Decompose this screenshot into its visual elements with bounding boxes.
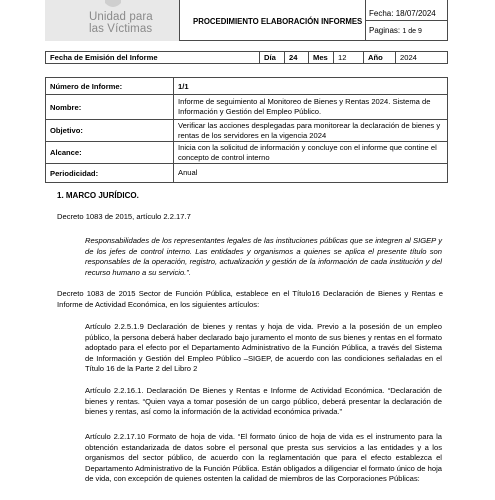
info-value: Anual [178,168,198,178]
logo-line-2: las Víctimas [89,23,153,35]
info-row [46,164,447,182]
logo-line-1: Unidad para [89,11,153,23]
quote-paragraph: Responsabilidades de los representantes legales de las instituciones públicas que se integren al SIGEP y de los jefes de control interno. Las entidades y organismos a quienes se aplica el presente título son responsables de la operación, registro, actualización y gestión de la información de cada institución y del recurso humano a su servicio.”. [85,236,442,277]
info-label: Número de Informe: [46,78,174,94]
paginas-value: 1 de 9 [402,28,422,35]
info-value: 1/1 [178,81,189,91]
info-value: Verificar las acciones desplegadas para monitorear la declaración de bienes y rentas de los servidores en la vigencia 2024 [178,120,441,140]
paginas-field [369,26,422,37]
info-label: Alcance: [46,142,174,163]
info-value: Inicia con la solicitud de información y concluye con el informe que contine el concepto de control interno [178,142,437,162]
shield-logo-icon [103,0,123,10]
anio-value: 2024 [400,52,417,62]
info-table [45,77,448,183]
fecha-label: Fecha: [369,9,394,18]
document-title: PROCEDIMIENTO ELABORACIÓN INFORMES [193,17,363,26]
mes-label: Mes [309,52,334,63]
anio-label: Año [364,52,396,63]
dia-label: Día [260,52,285,63]
fecha-field [369,9,436,19]
header-divider-h [365,20,448,21]
info-label: Nombre: [46,95,174,119]
header-logo [45,0,179,41]
article-paragraph: Artículo 2.2.17.10 Formato de hoja de vida. “El formato único de hoja de vida es el instrumento para la obtención estandarizada de datos sobre el personal que presta sus servicios a las entidades y a los organismos del sector público, de acuerdo con la reglamentación que para el efecto establezca el Departamento Administrativo de la Función Pública. Están obligados a diligenciar el formato único de hoja de vida, con excepción de quienes ostenten la calidad de miembros de las Corporaciones Públicas: [85,432,442,484]
section-title: 1. MARCO JURÍDICO. [57,191,139,200]
info-row [46,142,447,164]
info-label: Objetivo: [46,120,174,141]
info-row [46,120,447,142]
decreto-line: Decreto 1083 de 2015, artículo 2.2.17.7 [57,212,191,221]
dia-value: 24 [285,52,309,63]
emision-row [45,51,448,64]
fecha-value: 18/07/2024 [395,9,436,18]
emision-label: Fecha de Emisión del Informe [46,52,260,63]
mes-value: 12 [334,52,364,63]
article-paragraph: Artículo 2.2.5.1.9 Declaración de bienes y rentas y hoja de vida. Previo a la posesión de un empleo público, la persona deberá haber declarado bajo juramento el monto de sus bienes y rentas en el formato adoptado para el efecto por el Departamento Administrativo de la Función Pública, a través del Sistema de Información y Gestión del Empleo Público –SIGEP, de acuerdo con las condiciones señaladas en el Título 16 de la Parte 2 del Libro 2 [85,322,442,374]
info-row [46,95,447,120]
info-label: Periodicidad: [46,164,174,182]
info-value: Informe de seguimiento al Monitoreo de Bienes y Rentas 2024. Sistema de Información y Gestión del Empleo Público. [178,97,431,116]
info-row [46,78,447,95]
intro-paragraph: Decreto 1083 de 2015 Sector de Función Pública, establece en el Título16 Declaración de Bienes y Rentas e Informe de Actividad Económica, en los siguientes artículos: [57,289,443,309]
paginas-label: Paginas: [369,26,401,35]
article-paragraph: Artículo 2.2.16.1. Declaración De Bienes y Rentas e Informe de Actividad Económica. “Declaración de bienes y rentas. “Quien vaya a tomar posesión de un cargo público, deberá presentar la declaración de bienes y rentas, así como la información de la actividad económica privada.” [85,386,442,417]
